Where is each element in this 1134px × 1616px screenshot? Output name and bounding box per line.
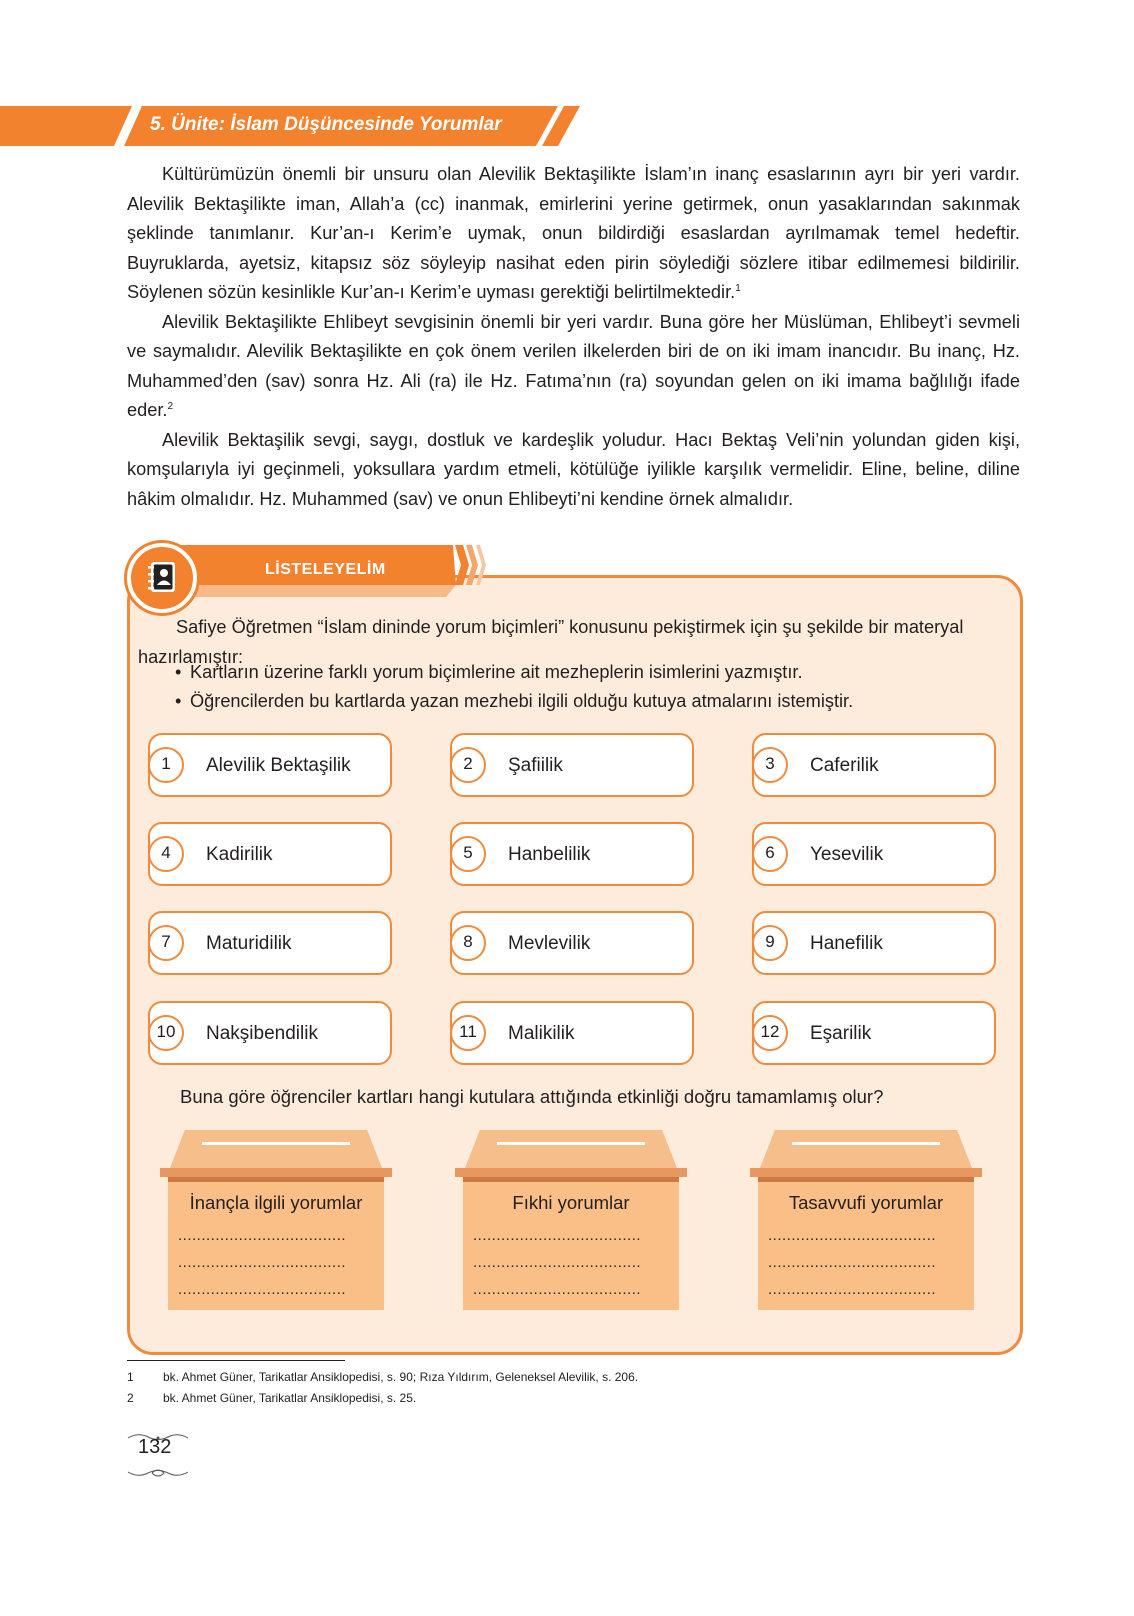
- card-6: [752, 822, 996, 886]
- footnote-ref: 2: [167, 400, 174, 412]
- card-label: Alevilik Bektaşilik: [206, 755, 351, 776]
- card-label: Eşarilik: [810, 1023, 872, 1044]
- answer-line[interactable]: ....................................: [768, 1254, 937, 1271]
- card-2: [450, 733, 694, 797]
- footnote-text: bk. Ahmet Güner, Tarikatlar Ansiklopedisi, s. 90; Rıza Yıldırım, Geleneksel Alevilik, s. 206.: [163, 1370, 639, 1384]
- footnote-number: 2: [127, 1391, 134, 1405]
- card-4: [148, 822, 392, 886]
- footnote-text: bk. Ahmet Güner, Tarikatlar Ansiklopedisi, s. 25.: [163, 1391, 417, 1405]
- answer-line[interactable]: ....................................: [473, 1254, 642, 1271]
- body-text: [127, 160, 1020, 514]
- card-number: 6: [752, 836, 788, 872]
- card-3: [752, 733, 996, 797]
- card-1: [148, 733, 392, 797]
- card-label: Hanefilik: [810, 933, 883, 954]
- box-fiqh-interpretations: [455, 1130, 687, 1310]
- card-number: 5: [450, 836, 486, 872]
- box-label: İnançla ilgili yorumlar: [189, 1192, 363, 1213]
- box-slot: [202, 1142, 350, 1145]
- box-label: Fıkhi yorumlar: [512, 1192, 630, 1213]
- activity-question: Buna göre öğrenciler kartları hangi kutulara attığında etkinliği doğru tamamlamış olur?: [180, 1086, 884, 1107]
- answer-line[interactable]: ....................................: [473, 1281, 642, 1298]
- box-slot: [497, 1142, 645, 1145]
- card-9: [752, 911, 996, 975]
- card-number: 9: [752, 925, 788, 961]
- box-lid: [170, 1130, 382, 1168]
- bullet-item: • Öğrencilerden bu kartlarda yazan mezhebi ilgili olduğu kutuya atmalarını istemiştir.: [190, 691, 853, 712]
- card-label: Maturidilik: [206, 933, 292, 954]
- intro-paragraph: Safiye Öğretmen “İslam dininde yorum biçimleri” konusunu pekiştirmek için şu şekilde bir materyal hazırlamıştır:: [138, 617, 964, 667]
- card-number: 8: [450, 925, 486, 961]
- footnote-number: 1: [127, 1370, 134, 1384]
- box-rim: [160, 1168, 392, 1177]
- contact-book-icon: [127, 543, 197, 613]
- card-number: 11: [450, 1015, 486, 1051]
- footnote: [127, 1391, 416, 1405]
- answer-line[interactable]: ....................................: [473, 1227, 642, 1244]
- card-11: [450, 1001, 694, 1065]
- card-number: 2: [450, 747, 486, 783]
- card-12: [752, 1001, 996, 1065]
- card-label: Hanbelilik: [508, 844, 591, 865]
- footnote-ref: 1: [735, 282, 741, 294]
- answer-line[interactable]: ....................................: [178, 1254, 347, 1271]
- activity-title: LİSTELEYELİM: [265, 561, 386, 578]
- bullet-item: • Kartların üzerine farklı yorum biçimlerine ait mezheplerin isimlerini yazmıştır.: [190, 662, 803, 683]
- card-number: 4: [148, 836, 184, 872]
- card-number: 12: [752, 1015, 788, 1051]
- card-label: Mevlevilik: [508, 933, 591, 954]
- card-label: Yesevilik: [810, 844, 884, 865]
- card-10: [148, 1001, 392, 1065]
- page-number: 132: [138, 1436, 172, 1458]
- footnote-divider: [127, 1360, 345, 1361]
- answer-line[interactable]: ....................................: [768, 1227, 937, 1244]
- card-label: Nakşibendilik: [206, 1023, 318, 1044]
- answer-line[interactable]: ....................................: [178, 1281, 347, 1298]
- paragraph: Kültürümüzün önemli bir unsuru olan Alevilik Bektaşilikte İslam’ın inanç esaslarının ayrı bir yeri vardır. Alevilik Bektaşilikte iman, Allah’a (cc) inanmak, emirlerini yerine getirmek, onun yasaklarından sakınmak şeklinde tanımlanır. Kur’an-ı Kerim’e uymak, onun bildirdiği esaslardan ayrılmamak temel hedeftir. Buyruklarda, ayetsiz, kitapsız söz söyleyip nasihat eden pirin söylediği sözlere itibar edilmemesi bildirilir. Söylenen sözün kesinlikle Kur’an-ı Kerim’e uyması gerektiği belirtilmektedir.$^1$: [127, 164, 1020, 302]
- card-number: 7: [148, 925, 184, 961]
- card-number: 10: [148, 1015, 184, 1051]
- card-label: Kadirilik: [206, 844, 273, 865]
- card-label: Caferilik: [810, 755, 879, 776]
- box-belief-interpretations: [160, 1130, 392, 1310]
- card-5: [450, 822, 694, 886]
- card-8: [450, 911, 694, 975]
- card-7: [148, 911, 392, 975]
- paragraph: Alevilik Bektaşilik sevgi, saygı, dostluk ve kardeşlik yoludur. Hacı Bektaş Veli’nin yolundan giden kişi, komşularıyla iyi geçinmeli, yoksullara yardım etmeli, kötülüğe iyilikle karşılık vermelidir. Eline, beline, diline hâkim olmalıdır. Hz. Muhammed (sav) ve onun Ehlibeyti’ni kendine örnek almalıdır.: [127, 429, 1020, 509]
- card-number: 3: [752, 747, 788, 783]
- card-number: 1: [148, 747, 184, 783]
- footnote: [127, 1370, 638, 1384]
- unit-title: 5. Ünite: İslam Düşüncesinde Yorumlar: [150, 114, 502, 135]
- box-sufi-interpretations: [750, 1130, 982, 1310]
- answer-line[interactable]: ....................................: [768, 1281, 937, 1298]
- box-label: Tasavvufi yorumlar: [788, 1192, 944, 1213]
- box-lid: [760, 1130, 972, 1168]
- card-label: Şafiilik: [508, 755, 563, 776]
- card-label: Malikilik: [508, 1023, 575, 1044]
- box-lid: [465, 1130, 677, 1168]
- answer-line[interactable]: ....................................: [178, 1227, 347, 1244]
- box-slot: [792, 1142, 940, 1145]
- box-rim: [750, 1168, 982, 1177]
- box-rim: [455, 1168, 687, 1177]
- paragraph: Alevilik Bektaşilikte Ehlibeyt sevgisinin önemli bir yeri vardır. Buna göre her Müslüman, Ehlibeyt’i sevmeli ve saymalıdır. Alevilik Bektaşilikte en çok önem verilen ilkelerden biri de on iki imam inancıdır. Bu inanç, Hz. Muhammed’den (sav) sonra Hz. Ali (ra) ile Hz. Fatıma’nın (ra) soyundan gelen on iki imama bağlılığı ifade eder.$^2$: [127, 311, 1020, 420]
